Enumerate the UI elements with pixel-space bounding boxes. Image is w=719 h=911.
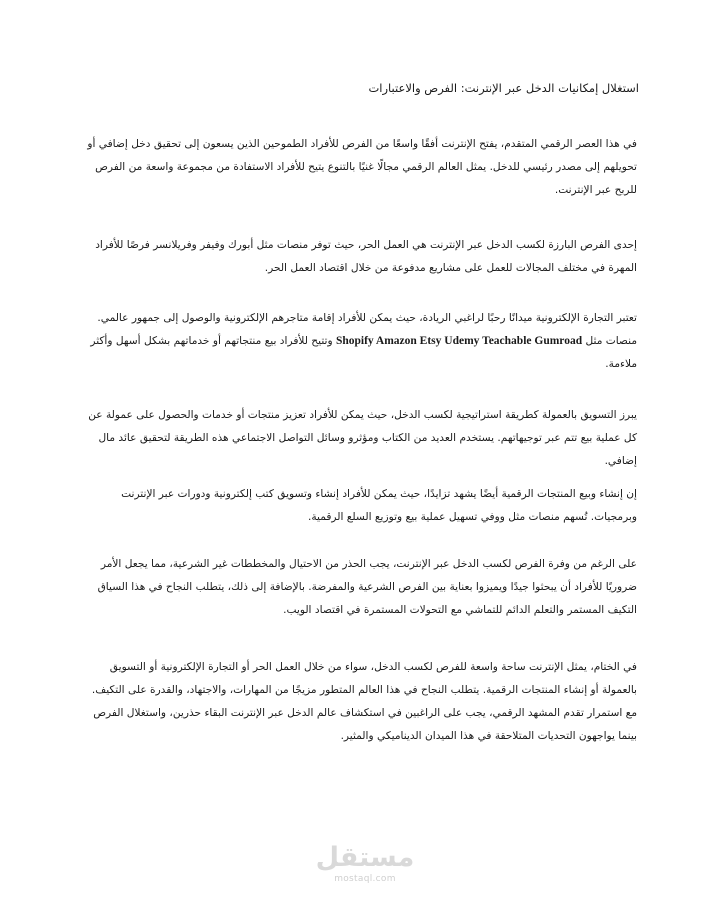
watermark-word: مستقل (315, 842, 415, 873)
paragraph-intro: في هذا العصر الرقمي المتقدم، يفتح الإنترنت أفقًا واسعًا من الفرص للأفراد الطموحين الذين يسعون إلى تحقيق دخل إضافي أو تحويلهم إلى مصدر رئيسي للدخل. يمثل العالم الرقمي مجالًا غنيًا بالتنوع يتيح للأفراد الاستفادة من مجموعة واسعة من الفرص للربح عبر الإنترنت. (87, 138, 637, 196)
paragraph-ecommerce (87, 307, 637, 376)
paragraph-digital-products: إن إنشاء وبيع المنتجات الرقمية أيضًا يشهد تزايدًا، حيث يمكن للأفراد إنشاء وتسويق كتب إلكترونية ودورات عبر الإنترنت وبرمجيات. تُسهم منصات مثل ووفي تسهيل عملية بيع وتوزيع السلع الرقمية. (121, 488, 637, 523)
paragraph-caution: على الرغم من وفرة الفرص لكسب الدخل عبر الإنترنت، يجب الحذر من الاحتيال والمخططات غير الشرعية، مما يجعل الأمر ضروريًا للأفراد أن يبحثوا جيدًا ويميزوا بعناية بين الفرص الشرعية والمفرضة. بالإضافة إلى ذلك، يتطلب النجاح في هذا السياق التكيف المستمر والتعلم الدائم للتماشي مع التحولات المستمرة في اقتصاد الويب. (97, 558, 637, 616)
paragraph-conclusion: في الختام، يمثل الإنترنت ساحة واسعة للفرص لكسب الدخل، سواء من خلال العمل الحر أو التجارة الإلكترونية أو التسويق بالعمولة أو إنشاء المنتجات الرقمية. يتطلب النجاح في هذا العالم المتطور مزيجًا من المهارات، والاجتهاد، والقدرة على التكيف. مع استمرار تقدم المشهد الرقمي، يجب على الراغبين في استكشاف عالم الدخل عبر الإنترنت البقاء حذرين، واستغلال الفرص بينما يواجهون التحديات المتلاحقة في هذا الميدان الديناميكي والمثير. (91, 661, 637, 742)
platforms-names: Shopify Amazon Etsy Udemy Teachable Gumroad (335, 335, 583, 347)
paragraph-affiliate: يبرز التسويق بالعمولة كطريقة استراتيجية لكسب الدخل، حيث يمكن للأفراد تعزيز منتجات أو خدمات والحصول على عمولة عن كل عملية بيع تتم عبر توجيهاتهم. يستخدم العديد من الكتاب ومؤثرو وسائل التواصل الاجتماعي هذه الطريقة لتحقيق عائد مال إضافي. (88, 409, 637, 467)
document-title: استغلال إمكانيات الدخل عبر الإنترنت: الفرص والاعتبارات (368, 81, 639, 95)
mostaql-watermark-logo (315, 842, 415, 884)
watermark-url: mostaql.com (334, 874, 396, 884)
platforms-suffix: وتتيح للأفراد بيع منتجاتهم أو خدماتهم بشكل أسهل وأكثر ملاءمة. (90, 335, 637, 370)
paragraph-freelancing: إحدى الفرص البارزة لكسب الدخل عبر الإنترنت هي العمل الحر، حيث توفر منصات مثل أبورك وفيفر وفريلانسر فرصًا للأفراد المهرة في مختلف المجالات للعمل على مشاريع مدفوعة من خلال اقتصاد العمل الحر. (95, 239, 637, 274)
ecommerce-text: تعتبر التجارة الإلكترونية ميدانًا رحبًا لراغبي الريادة، حيث يمكن للأفراد إقامة متاجرهم الإلكترونية والوصول إلى جمهور عالمي. (97, 312, 637, 324)
platforms-prefix: منصات مثل (585, 335, 637, 347)
